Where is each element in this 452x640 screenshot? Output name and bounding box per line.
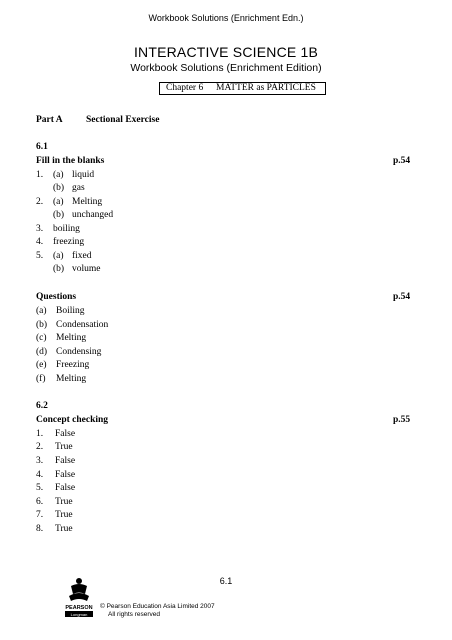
section-number: 6.1 — [36, 142, 48, 152]
document-subtitle: Workbook Solutions (Enrichment Edition) — [130, 62, 322, 74]
item-answer: Melting — [72, 197, 103, 207]
item-answer: Freezing — [56, 360, 90, 370]
item-sub: (b) — [53, 210, 65, 220]
item-answer: volume — [72, 264, 101, 274]
item-sub: (c) — [36, 333, 47, 343]
item-answer: False — [55, 483, 76, 493]
item-answer: Melting — [56, 374, 87, 384]
item-number: 3. — [36, 456, 44, 466]
questions-heading: Questions — [36, 292, 77, 302]
item-number: 2. — [36, 197, 44, 207]
concept-checking-page: p.55 — [393, 415, 411, 425]
item-number: 4. — [36, 470, 44, 480]
item-number: 1. — [36, 429, 44, 439]
copyright-notice: © Pearson Education Asia Limited 2007 — [100, 603, 215, 610]
concept-checking-heading: Concept checking — [36, 415, 109, 425]
item-number: 8. — [36, 524, 44, 534]
chapter-box — [159, 82, 326, 95]
item-answer: True — [55, 442, 73, 452]
pearson-logo — [63, 576, 95, 618]
item-answer: False — [55, 429, 76, 439]
pearson-logo-icon — [63, 576, 95, 618]
page-number: 6.1 — [219, 576, 233, 586]
item-answer: Boiling — [56, 306, 85, 316]
item-answer: Condensing — [56, 347, 102, 357]
item-number: 3. — [36, 224, 44, 234]
part-label: Part A — [36, 115, 63, 125]
item-sub: (a) — [53, 197, 64, 207]
item-number: 5. — [36, 251, 44, 261]
chapter-name: MATTER as PARTICLES — [216, 83, 316, 93]
item-number: 5. — [36, 483, 44, 493]
item-sub: (f) — [36, 374, 46, 384]
item-sub: (b) — [36, 320, 48, 330]
item-sub: (a) — [53, 251, 64, 261]
item-number: 2. — [36, 442, 44, 452]
item-answer: freezing — [53, 237, 85, 247]
item-answer: False — [55, 470, 76, 480]
questions-page: p.54 — [393, 292, 411, 302]
item-sub: (b) — [53, 264, 65, 274]
fill-blanks-page: p.54 — [393, 156, 411, 166]
running-header: Workbook Solutions (Enrichment Edn.) — [148, 13, 304, 23]
item-number: 6. — [36, 497, 44, 507]
fill-blanks-heading: Fill in the blanks — [36, 156, 105, 166]
item-sub: (b) — [53, 183, 65, 193]
item-answer: Condensation — [56, 320, 109, 330]
chapter-number: Chapter 6 — [166, 83, 204, 93]
item-answer: True — [55, 510, 73, 520]
item-answer: True — [55, 524, 73, 534]
item-sub: (e) — [36, 360, 47, 370]
item-answer: gas — [72, 183, 85, 193]
item-answer: boiling — [53, 224, 80, 234]
item-answer: Melting — [56, 333, 87, 343]
rights-notice: All rights reserved — [108, 611, 161, 618]
item-sub: (d) — [36, 347, 48, 357]
item-number: 7. — [36, 510, 44, 520]
section-number: 6.2 — [36, 401, 48, 411]
part-name: Sectional Exercise — [86, 115, 160, 125]
item-number: 1. — [36, 170, 44, 180]
item-answer: unchanged — [72, 210, 114, 220]
item-answer: fixed — [72, 251, 92, 261]
logo-subtext: Longman — [70, 611, 88, 617]
item-answer: True — [55, 497, 73, 507]
logo-text: PEARSON — [65, 605, 93, 611]
item-sub: (a) — [36, 306, 47, 316]
item-number: 4. — [36, 237, 44, 247]
document-title: INTERACTIVE SCIENCE 1B — [133, 44, 319, 60]
item-sub: (a) — [53, 170, 64, 180]
item-answer: False — [55, 456, 76, 466]
item-answer: liquid — [72, 170, 95, 180]
